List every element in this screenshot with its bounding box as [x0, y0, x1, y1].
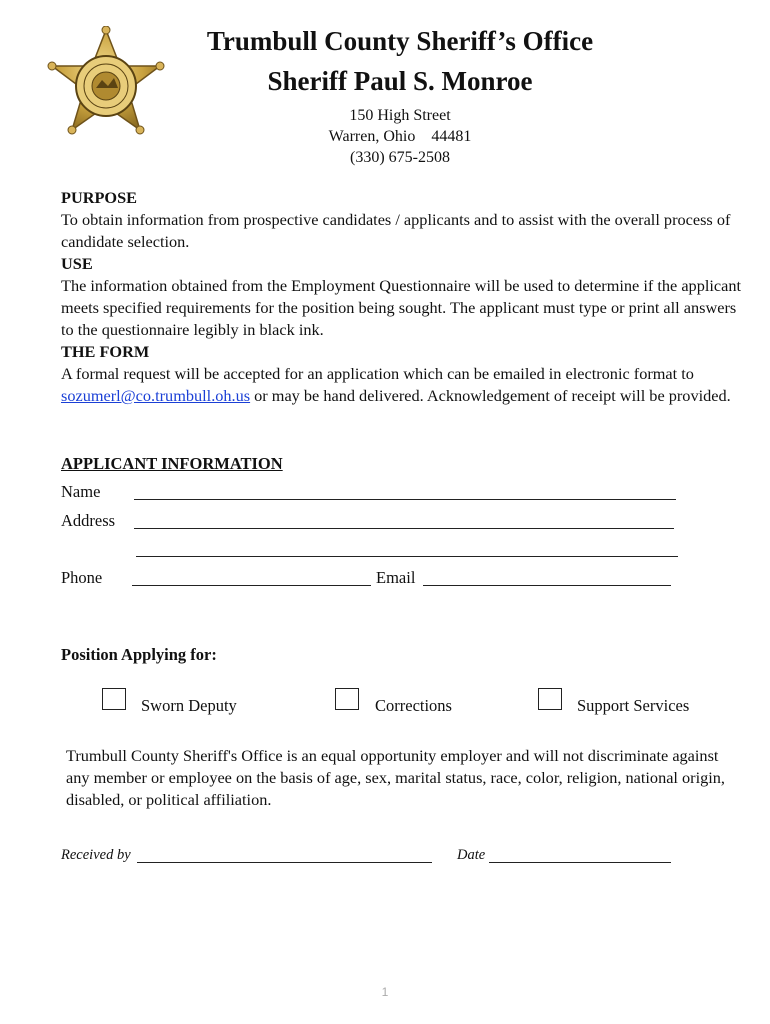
address-field-line2[interactable]: [136, 556, 678, 557]
office-phone: (330) 675-2508: [350, 149, 450, 166]
purpose-text: To obtain information from prospective candidates / applicants and to assist with the overall process of candidate selection.: [61, 210, 731, 251]
email-field[interactable]: [423, 585, 671, 586]
page-number: 1: [381, 985, 389, 999]
date-field[interactable]: [489, 862, 671, 863]
address-city: Warren, Ohio 44481: [328, 128, 472, 145]
sheriff-name: Sheriff Paul S. Monroe: [267, 66, 533, 96]
corrections-checkbox[interactable]: [335, 688, 359, 710]
phone-label: Phone: [61, 568, 103, 587]
eeo-statement: Trumbull County Sheriff's Office is an equal opportunity employer and will not discriminate against any member or employee on the basis of age, sex, marital status, race, color, religion, national origin, disabled, or political affiliation.: [66, 746, 725, 809]
phone-field[interactable]: [132, 585, 371, 586]
name-label: Name: [61, 482, 101, 501]
form-text-end: or may be hand delivered. Acknowledgement of receipt will be provided.: [250, 386, 731, 405]
applicant-info-heading: APPLICANT INFORMATION: [61, 454, 283, 473]
address-label: Address: [61, 511, 116, 530]
form-text: [61, 363, 741, 407]
office-title: Trumbull County Sheriff’s Office: [206, 26, 594, 56]
intro-section: [61, 187, 741, 407]
address-field-line1[interactable]: [134, 528, 674, 529]
date-label: Date: [457, 847, 486, 863]
use-heading: USE: [61, 254, 93, 273]
support-services-checkbox[interactable]: [538, 688, 562, 710]
corrections-label: Corrections: [375, 696, 452, 715]
sworn-deputy-label: Sworn Deputy: [141, 696, 237, 715]
position-heading: Position Applying for:: [61, 645, 217, 664]
address-street: 150 High Street: [349, 107, 451, 124]
purpose-heading: PURPOSE: [61, 188, 137, 207]
received-by-label: Received by: [61, 847, 131, 863]
support-services-label: Support Services: [577, 696, 690, 715]
email-label: Email: [376, 568, 416, 587]
form-heading: THE FORM: [61, 342, 150, 361]
received-by-field[interactable]: [137, 862, 432, 863]
form-text-start: A formal request will be accepted for an application which can be emailed in electronic format to: [61, 364, 694, 383]
email-link[interactable]: sozumerl@co.trumbull.oh.us: [61, 386, 251, 405]
name-field[interactable]: [134, 499, 676, 500]
sworn-deputy-checkbox[interactable]: [102, 688, 126, 710]
use-text: The information obtained from the Employment Questionnaire will be used to determine if the applicant meets specified requirements for the position being sought. The applicant must type or print all answers to the questionnaire legibly in black ink.: [61, 276, 742, 339]
